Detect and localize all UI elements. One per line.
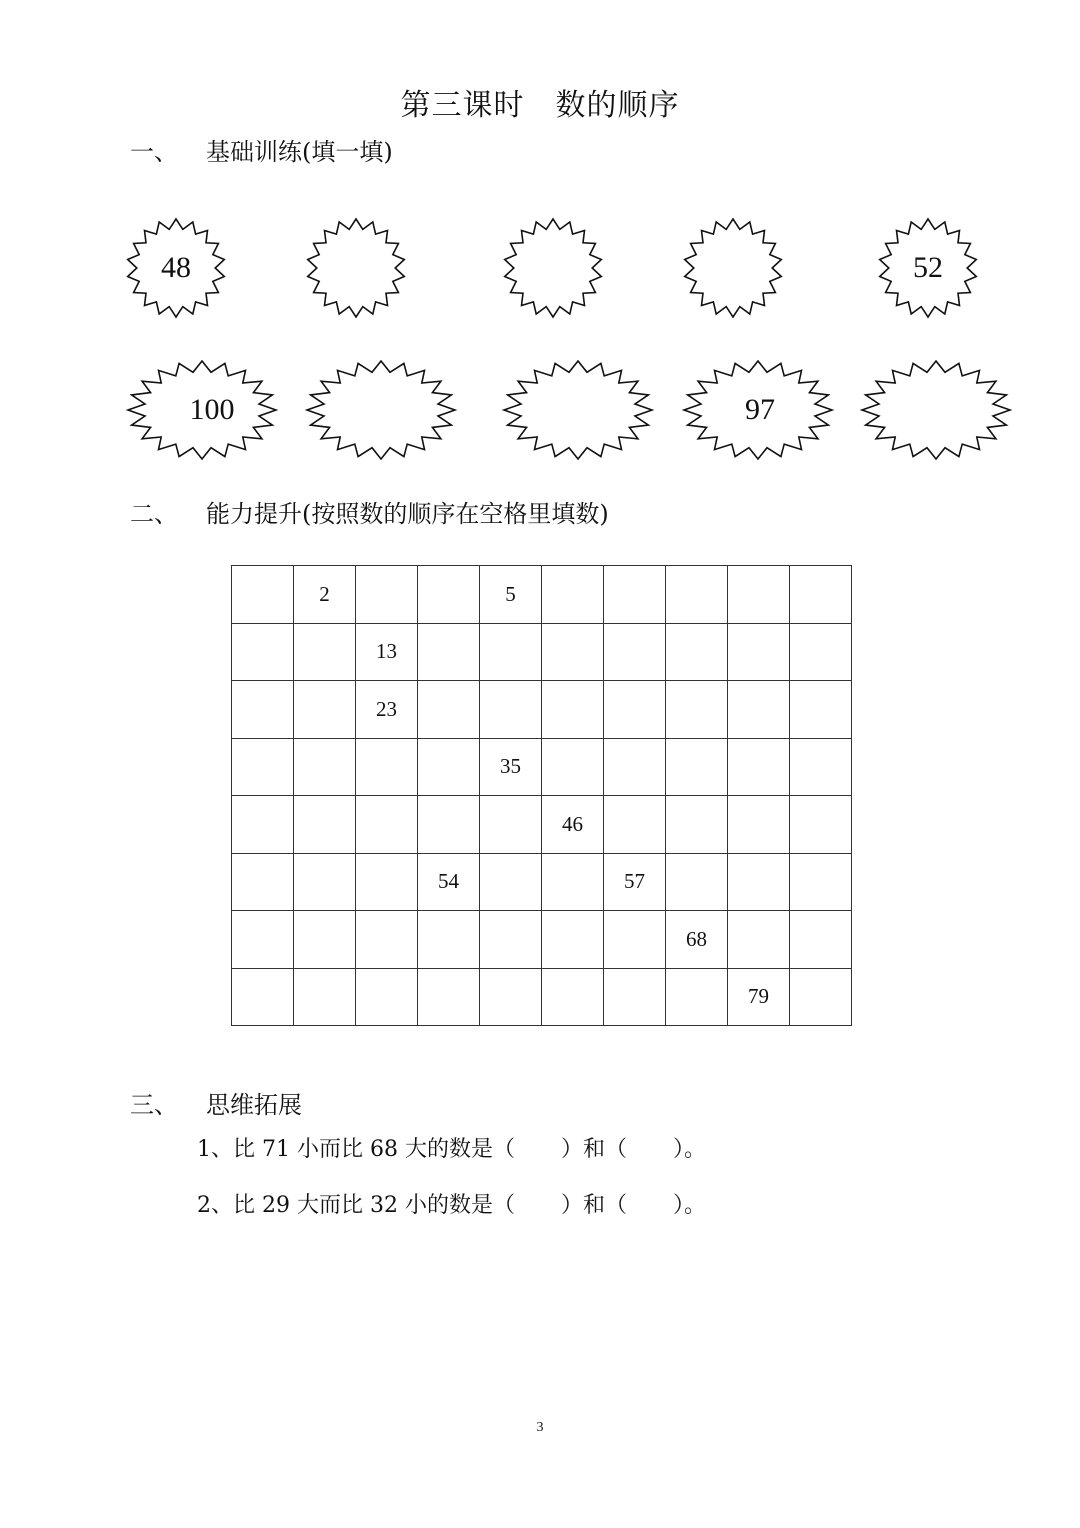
question-text: 2、比 29 大而比 32 小的数是（ <box>197 1193 515 1218</box>
grid-cell[interactable] <box>604 968 666 1026</box>
grid-row <box>232 738 852 796</box>
section-number: 三、 <box>130 1091 178 1119</box>
grid-cell[interactable] <box>542 853 604 911</box>
grid-cell: 57 <box>604 853 666 911</box>
grid-cell: 23 <box>356 681 418 739</box>
burst-number <box>306 360 456 460</box>
number-burst[interactable] <box>306 218 406 318</box>
number-burst[interactable] <box>127 360 277 460</box>
grid-cell[interactable] <box>480 681 542 739</box>
grid-row <box>232 623 852 681</box>
burst-number <box>861 360 1011 460</box>
section-heading-1 <box>130 132 393 167</box>
grid-cell[interactable] <box>666 681 728 739</box>
grid-cell[interactable] <box>728 796 790 854</box>
grid-cell: 35 <box>480 738 542 796</box>
question-2 <box>197 1188 706 1219</box>
grid-cell[interactable] <box>232 681 294 739</box>
grid-cell[interactable] <box>790 738 852 796</box>
section-number: 一、 <box>130 138 178 166</box>
grid-row <box>232 853 852 911</box>
grid-cell[interactable] <box>604 738 666 796</box>
grid-cell[interactable] <box>542 566 604 624</box>
grid-cell[interactable] <box>480 623 542 681</box>
grid-cell[interactable] <box>294 911 356 969</box>
grid-cell[interactable] <box>790 911 852 969</box>
grid-cell[interactable] <box>356 911 418 969</box>
grid-cell[interactable] <box>728 853 790 911</box>
grid-cell[interactable] <box>790 681 852 739</box>
burst-number: 48 <box>161 251 191 284</box>
grid-cell[interactable] <box>666 566 728 624</box>
question-text: ）和（ <box>560 1193 627 1218</box>
question-text: ）和（ <box>560 1137 627 1162</box>
grid-cell[interactable] <box>418 566 480 624</box>
grid-cell[interactable] <box>294 681 356 739</box>
section-title: 基础训练(填一填) <box>206 138 393 166</box>
grid-cell[interactable] <box>480 853 542 911</box>
number-burst[interactable] <box>503 218 603 318</box>
grid-cell[interactable] <box>666 853 728 911</box>
question-text: 1、比 71 小而比 68 大的数是（ <box>197 1137 515 1162</box>
grid-cell[interactable] <box>232 566 294 624</box>
burst-number <box>683 218 783 318</box>
grid-cell: 13 <box>356 623 418 681</box>
number-burst[interactable] <box>683 360 833 460</box>
grid-cell: 5 <box>480 566 542 624</box>
grid-cell[interactable] <box>294 623 356 681</box>
grid-cell[interactable] <box>418 911 480 969</box>
question-1 <box>197 1132 706 1163</box>
grid-cell[interactable] <box>604 911 666 969</box>
page-title: 第三课时 数的顺序 <box>400 88 680 123</box>
number-burst[interactable] <box>306 360 456 460</box>
grid-cell[interactable] <box>480 796 542 854</box>
section-title: 思维拓展 <box>206 1091 302 1119</box>
number-burst[interactable] <box>861 360 1011 460</box>
grid-cell[interactable] <box>356 968 418 1026</box>
grid-cell[interactable] <box>542 911 604 969</box>
grid-cell[interactable] <box>666 623 728 681</box>
grid-cell[interactable] <box>790 796 852 854</box>
grid-cell[interactable] <box>356 738 418 796</box>
question-text: ）。 <box>672 1193 706 1218</box>
grid-cell[interactable] <box>418 796 480 854</box>
grid-cell[interactable] <box>666 738 728 796</box>
grid-cell[interactable] <box>604 681 666 739</box>
grid-cell[interactable] <box>294 796 356 854</box>
grid-cell[interactable] <box>542 968 604 1026</box>
question-text: ）。 <box>672 1137 706 1162</box>
grid-cell[interactable] <box>294 968 356 1026</box>
grid-cell[interactable] <box>418 738 480 796</box>
grid-row <box>232 911 852 969</box>
grid-cell[interactable] <box>790 853 852 911</box>
grid-cell[interactable] <box>232 796 294 854</box>
grid-row <box>232 968 852 1026</box>
grid-cell[interactable] <box>356 566 418 624</box>
grid-cell[interactable] <box>604 566 666 624</box>
grid-cell[interactable] <box>232 623 294 681</box>
burst-number: 97 <box>745 393 775 426</box>
grid-cell: 68 <box>666 911 728 969</box>
number-burst[interactable] <box>503 360 653 460</box>
number-burst[interactable] <box>878 218 978 318</box>
grid-cell[interactable] <box>728 566 790 624</box>
grid-cell[interactable] <box>728 911 790 969</box>
grid-cell[interactable] <box>728 681 790 739</box>
grid-cell[interactable] <box>232 968 294 1026</box>
grid-cell[interactable] <box>728 738 790 796</box>
grid-cell: 79 <box>728 968 790 1026</box>
section-number: 二、 <box>130 500 178 528</box>
number-burst[interactable] <box>683 218 783 318</box>
grid-cell[interactable] <box>790 623 852 681</box>
grid-cell[interactable] <box>232 738 294 796</box>
grid-cell[interactable] <box>604 623 666 681</box>
burst-number <box>503 360 653 460</box>
grid-cell[interactable] <box>356 796 418 854</box>
grid-cell[interactable] <box>232 911 294 969</box>
grid-cell[interactable] <box>790 968 852 1026</box>
grid-cell: 2 <box>294 566 356 624</box>
grid-cell[interactable] <box>666 796 728 854</box>
grid-cell[interactable] <box>542 738 604 796</box>
grid-cell[interactable] <box>480 968 542 1026</box>
number-burst[interactable] <box>126 218 226 318</box>
grid-cell[interactable] <box>418 681 480 739</box>
grid-cell[interactable] <box>728 623 790 681</box>
page-number: 3 <box>536 1420 544 1435</box>
burst-number <box>306 218 406 318</box>
number-grid <box>231 565 852 1026</box>
grid-cell[interactable] <box>480 911 542 969</box>
grid-cell[interactable] <box>356 853 418 911</box>
grid-cell[interactable] <box>294 853 356 911</box>
grid-cell[interactable] <box>542 623 604 681</box>
grid-cell[interactable] <box>604 796 666 854</box>
grid-row <box>232 681 852 739</box>
burst-number: 52 <box>913 251 943 284</box>
section-title: 能力提升(按照数的顺序在空格里填数) <box>206 500 609 528</box>
grid-cell[interactable] <box>542 681 604 739</box>
section-heading-3 <box>130 1085 302 1120</box>
grid-cell[interactable] <box>790 566 852 624</box>
grid-cell: 46 <box>542 796 604 854</box>
grid-cell[interactable] <box>666 968 728 1026</box>
grid-cell[interactable] <box>418 623 480 681</box>
grid-cell: 54 <box>418 853 480 911</box>
burst-number: 100 <box>189 393 235 426</box>
section-heading-2 <box>130 494 609 529</box>
grid-row <box>232 566 852 624</box>
grid-cell[interactable] <box>294 738 356 796</box>
grid-cell[interactable] <box>418 968 480 1026</box>
burst-number <box>503 218 603 318</box>
grid-row <box>232 796 852 854</box>
grid-cell[interactable] <box>232 853 294 911</box>
